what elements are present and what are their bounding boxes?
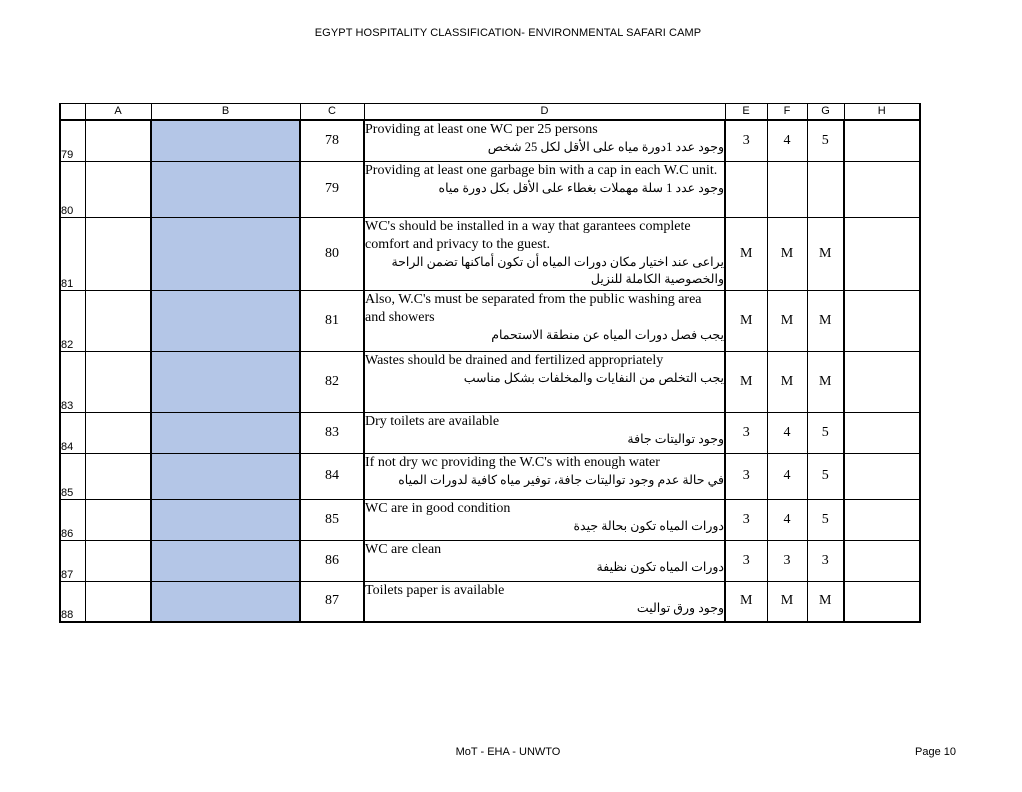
cell-b[interactable]	[151, 351, 300, 412]
cell-b[interactable]	[151, 412, 300, 453]
item-number: 83	[300, 412, 364, 453]
criterion-english: WC are clean	[365, 541, 442, 557]
table-row	[60, 581, 920, 622]
cell-a[interactable]	[85, 161, 151, 217]
score-e: 3	[725, 453, 767, 499]
score-f	[767, 161, 807, 217]
column-header-d[interactable]: D	[364, 104, 725, 121]
column-header-b[interactable]: B	[151, 104, 300, 121]
row-number: 83	[60, 351, 85, 412]
score-e: 3	[725, 412, 767, 453]
criterion-arabic: في حالة عدم وجود تواليتات جافة، توفير مياه كافية لدورات المياه	[398, 472, 724, 487]
score-g: M	[807, 217, 844, 290]
item-number: 80	[300, 217, 364, 290]
cell-a[interactable]	[85, 351, 151, 412]
item-number: 82	[300, 351, 364, 412]
table-row	[60, 540, 920, 581]
score-e: M	[725, 581, 767, 622]
criterion-arabic: وجود عدد 1 سلة مهملات بغطاء على الأقل بكل دورة مياه	[438, 180, 724, 195]
criterion-english: Toilets paper is available	[365, 582, 505, 598]
score-e: M	[725, 290, 767, 351]
cell-h[interactable]	[844, 499, 920, 540]
criterion-english: Also, W.C's must be separated from the public washing area and showers	[365, 291, 702, 325]
item-number: 78	[300, 120, 364, 161]
item-number: 79	[300, 161, 364, 217]
score-g: 5	[807, 120, 844, 161]
cell-a[interactable]	[85, 499, 151, 540]
score-f: M	[767, 351, 807, 412]
criterion-cell	[364, 120, 725, 161]
item-number: 86	[300, 540, 364, 581]
cell-b[interactable]	[151, 453, 300, 499]
criterion-arabic: دورات المياه تكون نظيفة	[596, 559, 724, 574]
row-number: 79	[60, 120, 85, 161]
criterion-arabic: وجود تواليتات جافة	[627, 431, 724, 446]
item-number: 81	[300, 290, 364, 351]
score-g	[807, 161, 844, 217]
cell-a[interactable]	[85, 290, 151, 351]
criterion-cell	[364, 412, 725, 453]
criterion-cell	[364, 161, 725, 217]
cell-h[interactable]	[844, 453, 920, 499]
score-e: 3	[725, 499, 767, 540]
table-row	[60, 290, 920, 351]
cell-h[interactable]	[844, 540, 920, 581]
criterion-cell	[364, 217, 725, 290]
column-header-a[interactable]: A	[85, 104, 151, 121]
cell-a[interactable]	[85, 120, 151, 161]
table-row	[60, 217, 920, 290]
criterion-arabic: وجود عدد 1دورة مياه على الأقل لكل 25 شخص	[487, 140, 724, 154]
criterion-cell	[364, 540, 725, 581]
row-number: 87	[60, 540, 85, 581]
cell-b[interactable]	[151, 120, 300, 161]
table-row	[60, 120, 920, 161]
row-number: 82	[60, 290, 85, 351]
cell-a[interactable]	[85, 453, 151, 499]
cell-h[interactable]	[844, 217, 920, 290]
table-row	[60, 161, 920, 217]
score-e: 3	[725, 120, 767, 161]
criterion-english: WC are in good condition	[365, 500, 511, 516]
table-row	[60, 412, 920, 453]
item-number: 84	[300, 453, 364, 499]
cell-b[interactable]	[151, 161, 300, 217]
cell-h[interactable]	[844, 120, 920, 161]
table-row	[60, 351, 920, 412]
score-g: M	[807, 290, 844, 351]
cell-h[interactable]	[844, 412, 920, 453]
criterion-cell	[364, 581, 725, 622]
score-g: 5	[807, 499, 844, 540]
cell-b[interactable]	[151, 581, 300, 622]
cell-h[interactable]	[844, 351, 920, 412]
cell-h[interactable]	[844, 581, 920, 622]
score-g: M	[807, 351, 844, 412]
row-number: 80	[60, 161, 85, 217]
cell-b[interactable]	[151, 217, 300, 290]
row-number: 81	[60, 217, 85, 290]
score-e: 3	[725, 540, 767, 581]
cell-a[interactable]	[85, 412, 151, 453]
score-e: M	[725, 217, 767, 290]
row-number: 84	[60, 412, 85, 453]
score-f: 4	[767, 120, 807, 161]
score-f: 3	[767, 540, 807, 581]
score-f: M	[767, 217, 807, 290]
classification-table	[59, 103, 921, 623]
item-number: 87	[300, 581, 364, 622]
cell-a[interactable]	[85, 540, 151, 581]
cell-h[interactable]	[844, 161, 920, 217]
criterion-cell	[364, 351, 725, 412]
column-header-f[interactable]: F	[767, 104, 807, 121]
criterion-english: Providing at least one garbage bin with a cap in each W.C unit.	[365, 162, 718, 178]
criterion-english: Providing at least one WC per 25 persons	[365, 122, 598, 137]
score-f: 4	[767, 453, 807, 499]
row-number: 85	[60, 453, 85, 499]
score-e	[725, 161, 767, 217]
table-row	[60, 499, 920, 540]
score-g: M	[807, 581, 844, 622]
column-header-c[interactable]: C	[300, 104, 364, 121]
criterion-cell	[364, 290, 725, 351]
page-title: EGYPT HOSPITALITY CLASSIFICATION- ENVIRONMENTAL SAFARI CAMP	[314, 27, 702, 39]
row-number: 86	[60, 499, 85, 540]
page-number: Page 10	[915, 746, 956, 758]
criterion-english: WC's should be installed in a way that garantees complete comfort and privacy to the guest.	[365, 218, 691, 252]
criterion-arabic: وجود ورق تواليت	[636, 600, 724, 615]
cell-a[interactable]	[85, 217, 151, 290]
column-header-e[interactable]: E	[725, 104, 767, 121]
criterion-arabic: يراعى عند اختيار مكان دورات المياه أن تكون أماكنها تضمن الراحة والخصوصية الكاملة للنزيل	[391, 254, 724, 286]
criterion-cell	[364, 499, 725, 540]
cell-h[interactable]	[844, 290, 920, 351]
score-f: M	[767, 290, 807, 351]
criterion-english: Dry toilets are available	[365, 413, 500, 429]
item-number: 85	[300, 499, 364, 540]
corner-cell	[60, 104, 85, 121]
score-f: 4	[767, 499, 807, 540]
criterion-arabic: دورات المياه تكون بحالة جيدة	[573, 518, 724, 533]
score-g: 5	[807, 412, 844, 453]
criterion-english: If not dry wc providing the W.C's with enough water	[365, 454, 660, 470]
score-g: 3	[807, 540, 844, 581]
column-header-h[interactable]: H	[844, 104, 920, 121]
criterion-arabic: يجب فصل دورات المياه عن منطقة الاستحمام	[491, 327, 724, 342]
score-f: 4	[767, 412, 807, 453]
cell-a[interactable]	[85, 581, 151, 622]
criterion-arabic: يجب التخلص من النفايات والمخلفات بشكل مناسب	[463, 370, 724, 385]
score-g: 5	[807, 453, 844, 499]
column-header-row	[60, 104, 920, 121]
cell-b[interactable]	[151, 499, 300, 540]
criterion-cell	[364, 453, 725, 499]
score-f: M	[767, 581, 807, 622]
row-number: 88	[60, 581, 85, 622]
cell-b[interactable]	[151, 540, 300, 581]
cell-b[interactable]	[151, 290, 300, 351]
table-row	[60, 453, 920, 499]
score-e: M	[725, 351, 767, 412]
column-header-g[interactable]: G	[807, 104, 844, 121]
page-footer: MoT - EHA - UNWTO	[455, 746, 561, 758]
criterion-english: Wastes should be drained and fertilized appropriately	[365, 352, 664, 368]
